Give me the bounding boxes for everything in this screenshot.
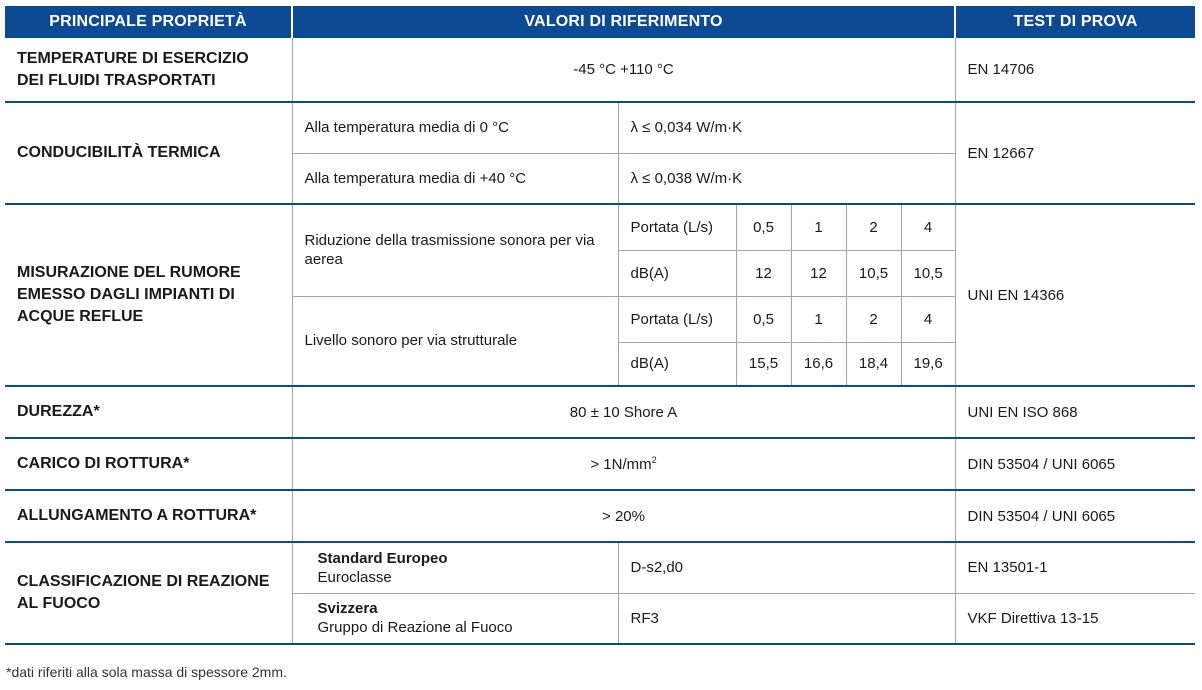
row-breaking-load (5, 438, 1195, 490)
noise-air-flow-value: 0,5 (736, 204, 791, 250)
prop-fire: CLASSIFICAZIONE DI REAZIONE AL FUOCO (5, 542, 292, 644)
prop-breaking-load: CARICO DI ROTTURA* (5, 438, 292, 490)
noise-air-db-value: 10,5 (846, 250, 901, 296)
value-hardness: 80 ± 10 Shore A (292, 386, 955, 438)
noise-air-flow-value: 2 (846, 204, 901, 250)
row-elongation (5, 490, 1195, 542)
noise-struct-flow-value: 0,5 (736, 296, 791, 342)
noise-struct-db-value: 15,5 (736, 342, 791, 386)
fire-ch-test: VKF Direttiva 13-15 (955, 593, 1195, 644)
prop-conductivity: CONDUCIBILITÀ TERMICA (5, 102, 292, 204)
fire-ch-label (292, 593, 618, 644)
header-row (5, 6, 1195, 38)
row-fire-eu (5, 542, 1195, 593)
prop-noise: MISURAZIONE DEL RUMORE EMESSO DAGLI IMPIANTI DI ACQUE REFLUE (5, 204, 292, 386)
row-noise-air-flow (5, 204, 1195, 250)
fire-eu-subtitle: Euroclasse (317, 568, 392, 586)
test-elongation: DIN 53504 / UNI 6065 (955, 490, 1195, 542)
noise-air-label: Riduzione della trasmissione sonora per via aerea (292, 204, 618, 296)
noise-struct-flow-value: 1 (791, 296, 846, 342)
fire-eu-test: EN 13501-1 (955, 542, 1195, 593)
noise-struct-db-value: 16,6 (791, 342, 846, 386)
header-test: TEST DI PROVA (955, 6, 1195, 38)
header-property: PRINCIPALE PROPRIETÀ (5, 6, 292, 38)
prop-elongation: ALLUNGAMENTO A ROTTURA* (5, 490, 292, 542)
noise-air-db-label: dB(A) (618, 250, 736, 296)
conductivity-label-40c: Alla temperatura media di +40 °C (292, 153, 618, 204)
conductivity-value-40c: λ ≤ 0,038 W/m·K (618, 153, 955, 204)
row-hardness (5, 386, 1195, 438)
prop-temperature: TEMPERATURE DI ESERCIZIO DEI FLUIDI TRASPORTATI (5, 38, 292, 102)
noise-air-flow-value: 1 (791, 204, 846, 250)
header-values: VALORI DI RIFERIMENTO (292, 6, 955, 38)
noise-air-db-value: 12 (791, 250, 846, 296)
noise-struct-flow-value: 4 (901, 296, 955, 342)
conductivity-value-0c: λ ≤ 0,034 W/m·K (618, 102, 955, 153)
noise-air-flow-value: 4 (901, 204, 955, 250)
noise-air-flow-label: Portata (L/s) (618, 204, 736, 250)
fire-ch-title: Svizzera (317, 600, 378, 618)
test-breaking-load: DIN 53504 / UNI 6065 (955, 438, 1195, 490)
fire-eu-value: D-s2,d0 (618, 542, 955, 593)
breaking-load-text: > 1N/mm (590, 455, 652, 473)
noise-struct-db-label: dB(A) (618, 342, 736, 386)
test-conductivity: EN 12667 (955, 102, 1195, 204)
noise-struct-db-value: 18,4 (846, 342, 901, 386)
noise-struct-db-value: 19,6 (901, 342, 955, 386)
noise-structural-label: Livello sonoro per via strutturale (292, 296, 618, 386)
value-breaking-load (292, 438, 955, 490)
row-temperature (5, 38, 1195, 102)
value-temperature: -45 °C +110 °C (292, 38, 955, 102)
noise-air-db-value: 10,5 (901, 250, 955, 296)
noise-struct-flow-value: 2 (846, 296, 901, 342)
fire-ch-subtitle: Gruppo di Reazione al Fuoco (317, 619, 513, 637)
fire-ch-value: RF3 (618, 593, 955, 644)
prop-hardness: DUREZZA* (5, 386, 292, 438)
noise-air-db-value: 12 (736, 250, 791, 296)
footnote: *dati riferiti alla sola massa di spessore 2mm. (6, 664, 287, 680)
row-conductivity-1 (5, 102, 1195, 153)
noise-struct-flow-label: Portata (L/s) (618, 296, 736, 342)
properties-table (5, 6, 1195, 645)
fire-eu-label (292, 542, 618, 593)
test-temperature: EN 14706 (955, 38, 1195, 102)
test-hardness: UNI EN ISO 868 (955, 386, 1195, 438)
fire-eu-title: Standard Europeo (317, 549, 448, 567)
conductivity-label-0c: Alla temperatura media di 0 °C (292, 102, 618, 153)
value-elongation: > 20% (292, 490, 955, 542)
test-noise: UNI EN 14366 (955, 204, 1195, 386)
breaking-load-superscript: 2 (651, 454, 657, 465)
